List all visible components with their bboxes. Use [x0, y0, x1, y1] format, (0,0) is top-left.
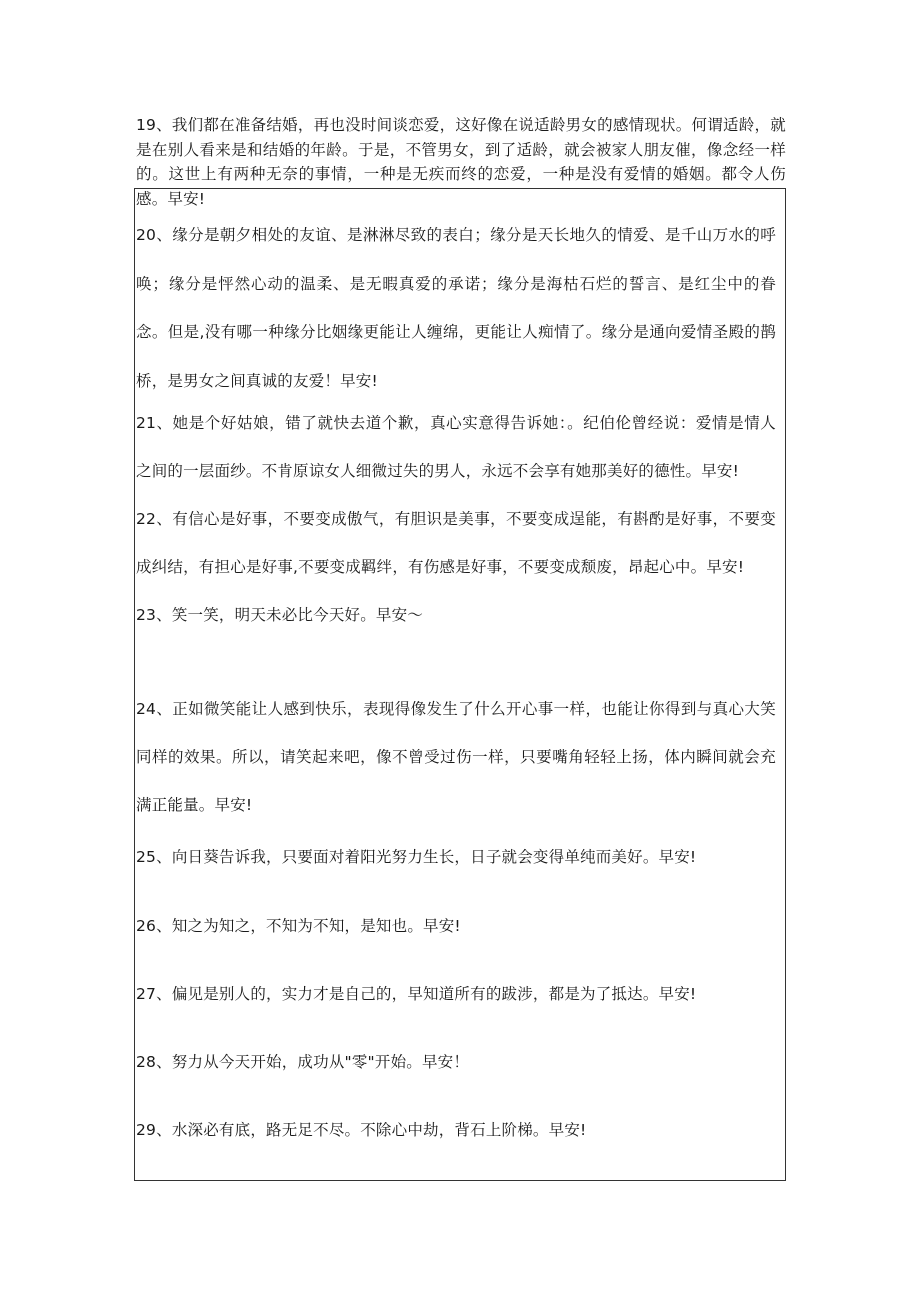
- bordered-text-box: [134, 188, 786, 1181]
- paragraph-24: 24、正如微笑能让人感到快乐，表现得像发生了什么开心事一样，也能让你得到与真心大笑同样的效果。所以，请笑起来吧，像不曾受过伤一样，只要嘴角轻轻上扬，体内瞬间就会充满正能量。早安!: [136, 700, 776, 814]
- paragraph-20: 20、缘分是朝夕相处的友谊、是淋淋尽致的表白；缘分是天长地久的情爱、是千山万水的呼唤；缘分是怦然心动的温柔、是无暇真爱的承诺；缘分是海枯石烂的誓言、是红尘中的眷念。但是,没有哪一种缘分比姻缘更能让人缠绵，更能让人痴情了。缘分是通向爱情圣殿的鹊桥，是男女之间真诚的友爱！早安!: [136, 226, 776, 390]
- paragraph-26: 26、知之为知之，不知为不知，是知也。早安!: [136, 917, 461, 935]
- paragraph-22: 22、有信心是好事，不要变成傲气，有胆识是美事，不要变成逞能，有斟酌是好事，不要变成纠结，有担心是好事,不要变成羁绊，有伤感是好事，不要变成颓废，昂起心中。早安!: [136, 510, 776, 576]
- paragraph-19: 19、我们都在准备结婚，再也没时间谈恋爱，这好像在说适龄男女的感情现状。何谓适龄，就是在别人看来是和结婚的年龄。于是，不管男女，到了适龄，就会被家人朋友催，像念经一样的。这世上有两种无奈的事情，一种是无疾而终的恋爱，一种是没有爱情的婚姻。都令人伤感。早安!: [136, 116, 786, 208]
- paragraph-29: 29、水深必有底，路无足不尽。不除心中劫，背石上阶梯。早安!: [136, 1121, 587, 1139]
- paragraph-25: 25、向日葵告诉我，只要面对着阳光努力生长，日子就会变得单纯而美好。早安!: [136, 848, 697, 866]
- paragraph-27: 27、偏见是别人的，实力才是自己的，早知道所有的跋涉，都是为了抵达。早安!: [136, 985, 697, 1003]
- paragraph-28: 28、努力从今天开始，成功从"零"开始。早安！: [136, 1053, 470, 1071]
- paragraph-23: 23、笑一笑，明天未必比今天好。早安〜: [136, 606, 424, 624]
- paragraph-21: 21、她是个好姑娘，错了就快去道个歉，真心实意得告诉她：。纪伯伦曾经说：爱情是情人之间的一层面纱。不肯原谅女人细微过失的男人，永远不会享有她那美好的德性。早安!: [136, 414, 776, 480]
